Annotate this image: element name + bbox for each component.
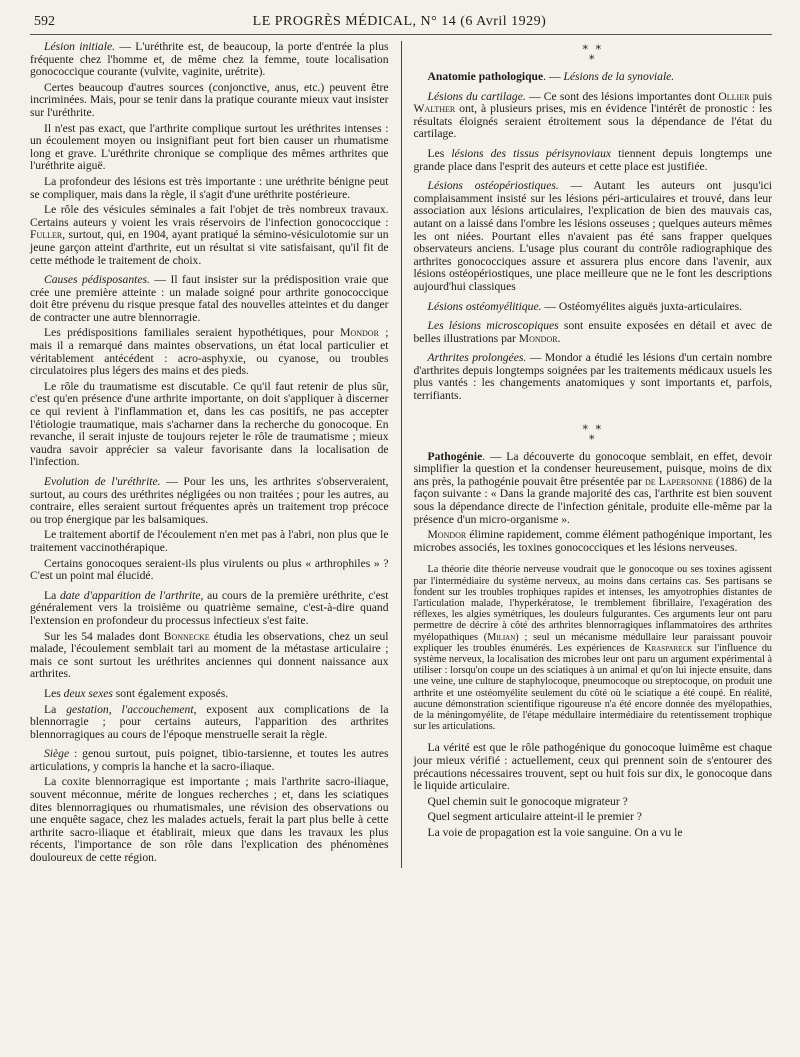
paragraph: Arthrites prolongées. — Mondor a étudié les lésions d'un certain nombre d'arthrites depuis longtemps soignées par les traitements médicaux usuels les plus vantés : les changements anatomiques y sont importants et, parfois, terrifiants. xyxy=(413,351,773,403)
paragraph: La théorie dite théorie nerveuse voudrait que le gonocoque ou ses toxines agissent par l'intermédiaire du système nerveux, au moins dans certains cas. Ses partisans se fondent sur les troubles trophiques rapides et intenses, les amyotrophies distantes de l'articulation malade, l'hyperkératose, le tremblement fibrillaire, l'exagération des réflexes, les algies symétriques, les douleurs fulgurantes. Ces arguments leur ont paru permettre de décrire à côté des arthrites blennorragiques inflammatoires des arthrites myélopathiques (Milian) ; seul un mécanisme médullaire leur paraissant pouvoir expliquer les troubles énumérés. Les expériences de Kraspareck sur l'influence du système nerveux, la localisation des microbes leur ont paru un argument expérimental à utiliser : lorsqu'on coupe un des sciatiques à un animal et qu'on lui injecte ensuite, dans une veine, une culture de staphylocoque, pneumocoque ou streptocoque, on produit une arthrite et une ostéomyélite seulement du côté où le sciatique a été coupé. En réalité, aucune démonstration scientifique rigoureuse n'a été encore donnée des myélopathies, de la méningomyélite, de l'étape médullaire intermédiaire du retentissement trophique sur les articulations. xyxy=(413,564,773,733)
paragraph: Causes pédisposantes. — Il faut insister sur la prédisposition vraie que crée une première atteinte : un malade soigné pour arthrite gonococcique doit être prévenu du risque presque fatal des nouvelles atteintes et du danger de contracter une autre blennorragie. xyxy=(30,273,389,324)
paragraph: Le rôle du traumatisme est discutable. Ce qu'il faut retenir de plus sûr, c'est qu'en présence d'une arthrite importante, on doit s'appliquer à discerner ce qui revient à l'inflammation et, dans les cas positifs, ne pas accepter l'étiologie traumatique, mais s'acharner dans la recherche du gonocoque. En revanche, il serait injuste de toujours rejeter le rôle de traumatisme ; mieux vaudra savoir apprécier sa valeur favorisante dans la localisation de l'infection. xyxy=(30,379,389,469)
section-separator: * * * xyxy=(582,422,603,446)
paragraph: Siège : genou surtout, puis poignet, tibio-tarsienne, et toutes les autres articulations, y compris la hanche et la sacro-iliaque. xyxy=(30,747,389,773)
journal-title: LE PROGRÈS MÉDICAL, N° 14 (6 Avril 1929) xyxy=(252,14,547,29)
paragraph: Certes beaucoup d'autres sources (conjonctive, anus, etc.) peuvent être incriminées. Mais, pour se tenir dans la pratique courante mieux vaut insister sur l'uréthrite. xyxy=(30,80,389,119)
paragraph: La date d'apparition de l'arthrite, au cours de la première uréthrite, c'est généralement vers la troisième ou quatrième semaine, c'est-à-dire quand l'extension en profondeur du processus infectieux s'est faite. xyxy=(30,588,389,627)
right-column xyxy=(414,41,773,868)
small-print-block xyxy=(414,564,773,732)
paragraph: Lésions ostéopériostiques. — Autant les auteurs ont jusqu'ici complaisamment insisté sur les lésions péri-articulaires et trouvé, dans leur association aux lésions articulaires, l'explication de bien des mauvais cas, autant on a laissé dans l'ombre les lésions osseuses ; quelques auteurs mêmes les ont niées. Pourtant elles n'avaient pas été sans frapper quelques observateurs anciens. L'usage plus courant du contrôle radiographique des arthrites gonococciques assure et assurera plus encore dans l'avenir, aux lésions ostéopériostiques, une place meilleure que ne le font les descriptions aujourd'hui classiques xyxy=(413,179,773,293)
two-columns xyxy=(30,41,772,868)
paragraph: Le traitement abortif de l'écoulement n'en met pas à l'abri, non plus que le traitement vaccinothérapique. xyxy=(30,528,389,554)
paragraph: Quel chemin suit le gonocoque migrateur ? xyxy=(427,794,628,808)
page-number: 592 xyxy=(34,14,55,29)
running-header xyxy=(30,14,772,35)
paragraph: La voie de propagation est la voie sanguine. On a vu le xyxy=(427,826,683,840)
paragraph: Lésions ostéomyélitique. — Ostéomyélites aiguës juxta-articulaires. xyxy=(427,299,743,313)
paragraph: Les lésions microscopiques sont ensuite exposées en détail et avec de belles illustrations par Mondor. xyxy=(413,319,773,345)
paragraph: Lésions du cartilage. — Ce sont des lésions importantes dont Ollier puis Walther ont, à plusieurs prises, mis en évidence l'intérêt de pronostic : les résultats éloignés seraient étroitement sous la dépendance de l'état du cartilage. xyxy=(413,89,773,141)
section-separator: * * * xyxy=(582,43,603,66)
section-heading: Anatomie pathologique. — Lésions de la synoviale. xyxy=(427,70,675,83)
paragraph: Sur les 54 malades dont Bonnecke étudia les observations, chez un seul malade, l'écoulement semblait tari au moment de la métastase articulaire ; mais ce sont surtout les uréthrites anciennes qui donnent naissance aux arthrites. xyxy=(30,629,389,681)
paragraph: Evolution de l'uréthrite. — Pour les uns, les arthrites s'observeraient, surtout, au cours des uréthrites négligées ou non traitées ; pour les autres, au contraire, elles seraient surtout fréquentes après un traitement trop précoce ou trop énergique par les balsamiques. xyxy=(30,475,389,526)
paragraph: Mondor élimine rapidement, comme élément pathogénique important, les microbes associés, les toxines gonococciques et les lésions nerveuses. xyxy=(413,528,773,554)
paragraph: Les prédispositions familiales seraient hypothétiques, pour Mondor ; mais il a remarqué dans maintes observations, un état local particulier et véritablement antécédent : acro-asphyxie, ou cyanose, ou troubles circulatoires plus légers des mains et des pieds. xyxy=(30,326,389,378)
paragraph: Les deux sexes sont également exposés. xyxy=(44,686,229,700)
paragraph: Il n'est pas exact, que l'arthrite complique surtout les uréthrites intenses : un écoulement moyen ou insignifiant peut fort bien causer un rhumatisme long et grave. L'uréthrite chronique se complique des mêmes arthrites que l'uréthrite aiguë. xyxy=(30,121,389,173)
paragraph: Pathogénie. — La découverte du gonocoque semblait, en effet, devoir simplifier la question et la condenser heureusement, puisque, moins de dix ans près, la pathogénie pouvait être présentée par de Lapersonne (1886) de la façon suivante : « Dans la grande majorité des cas, l'arthrite est bien souvent sous la dépendance directe de l'infection génitale, produite elle-même par la présence d'un micro-organisme ». xyxy=(413,449,773,526)
paragraph: Les lésions des tissus périsynoviaux tiennent depuis longtemps une grande place dans l'esprit des auteurs et cette place est justifiée. xyxy=(413,146,773,173)
paragraph: La coxite blennorragique est importante ; mais l'arthrite sacro-iliaque, souvent méconnue, mérite de longues recherches ; et, dans les sciatiques dites blennorragiques ou rhumatismales, une révision des observations ou une enquête sagace, chez les malades actuels, ferait la part plus belle à cette arthrite sacro-iliaque et établirait, mieux que dans les travaux les plus récents, l'importance de son rôle dans l'explication des phénomènes douloureux de cette région. xyxy=(30,775,389,865)
paragraph: Le rôle des vésicules séminales a fait l'objet de très nombreux travaux. Certains auteurs y voient les vrais réservoirs de l'infection gonococcique : Fuller, surtout, qui, en 1904, ayant pratiqué la sémino-vésiculotomie sur un jeune garçon atteint d'arthrite, eut un résultat si vite satisfaisant, qu'il fit de cette méthode le traitement de choix. xyxy=(30,203,389,267)
column-rule xyxy=(401,41,402,868)
paragraph: Certains gonocoques seraient-ils plus virulents ou plus « arthrophiles » ? C'est un point mal élucidé. xyxy=(30,556,389,583)
paragraph: Lésion initiale. — L'uréthrite est, de beaucoup, la porte d'entrée la plus fréquente chez l'homme et, de même chez la femme, toute localisation gonococcique courante (vulvite, vaginite, urétrite). xyxy=(30,40,389,79)
paragraph: La vérité est que le rôle pathogénique du gonocoque luimême est chaque jour mieux vérifié : actuellement, ceux qui prennent soin de s'entourer des précautions nécessaires trouvent, sept ou huit fois sur dix, le gonocoque dans le liquide articulaire. xyxy=(413,741,773,793)
paragraph: La gestation, l'accouchement, exposent aux complications de la blennorragie ; pour certains auteurs, l'apparition des arthrites blennorragiques au cours de l'époque menstruelle serait la règle. xyxy=(30,702,389,741)
paragraph: Quel segment articulaire atteint-il le premier ? xyxy=(427,810,642,824)
left-column xyxy=(30,41,389,868)
paragraph: La profondeur des lésions est très importante : une uréthrite bénigne peut se compliquer, mais dans la règle, il s'agit d'une uréthrite postérieure. xyxy=(30,174,389,201)
